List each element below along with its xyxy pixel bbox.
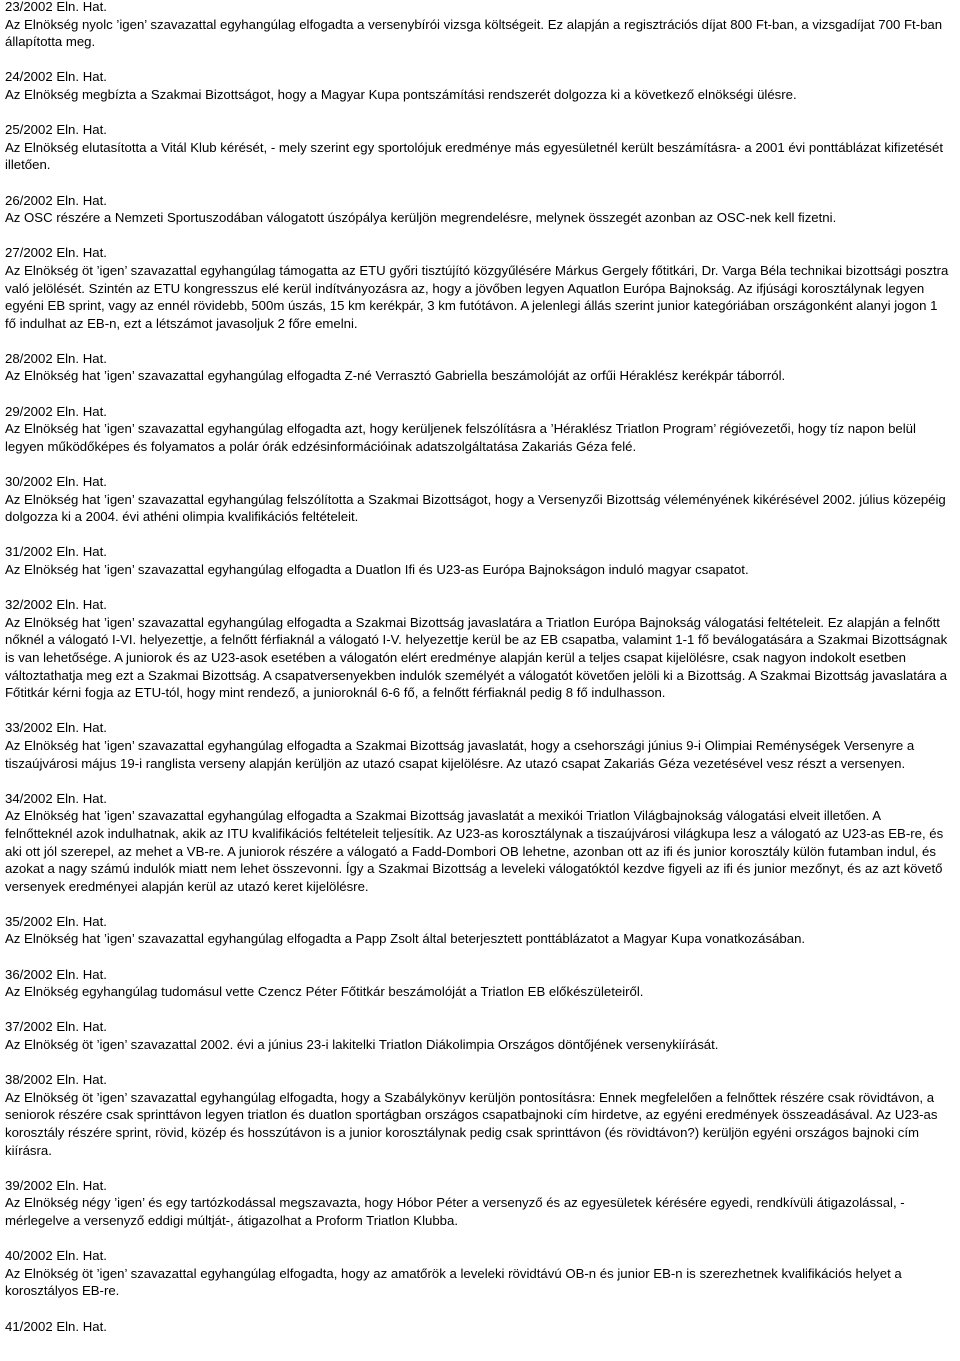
resolution-text: Az Elnökség öt ’igen’ szavazattal 2002. évi a június 23-i lakitelki Triatlon Diákolimpia Országos döntőjének versenykiírását. (5, 1037, 719, 1053)
resolution-text: Az Elnökség hat ’igen’ szavazattal egyhangúlag elfogadta a Szakmai Bizottság javaslatát, hogy a csehországi június 9-i Olimpiai Reménységek Versenyre a tiszaújvárosi május 19-i ranglista verseny alapján kerüljön az utazó csapat kijelölésre. Az utazó csapat Zakariás Géza vezetésével vesz részt a versenyen. (5, 737, 915, 771)
resolution-block (5, 966, 950, 1001)
resolution-number: 38/2002 Eln. Hat. (5, 1072, 107, 1088)
resolution-number: 32/2002 Eln. Hat. (5, 597, 107, 613)
resolution-block (5, 473, 950, 526)
resolution-block (5, 913, 950, 948)
resolution-number: 29/2002 Eln. Hat. (5, 403, 107, 419)
resolution-number: 35/2002 Eln. Hat. (5, 913, 107, 929)
resolution-block (5, 719, 950, 772)
resolution-text: Az Elnökség hat ’igen’ szavazattal egyhangúlag elfogadta a Szakmai Bizottság javaslatára a Triatlon Európa Bajnokság válogatási feltételeit. Ez alapján a felnőtt nőknél a válogató I-VI. helyezettje, a felnőtt férfiaknál a válogató I-V. helyezettje kerül be az EB csapatba, valamint 1-1 fő beválogatására a Szakmai Bizottságnak is van lehetősége. A juniorok és az U23-asok esetében a válogatón elért eredménye alapján kerül a teljes csapat kijelölésre, csak nagyon indokolt esetben változtathatja meg ezt a Szakmai Bizottság. A csapatversenyekben indulók személyét a válogatót követően jelöli ki a Bizottság. A Szakmai Bizottság javaslatára a Főtitkár kérni fogja az ETU-tól, hogy mint rendező, a junioroknál 6-6 fő, a felnőtt férfiaknál pedig 8 fő indulhasson. (5, 614, 948, 701)
resolution-number: 37/2002 Eln. Hat. (5, 1019, 107, 1035)
resolution-block (5, 1247, 950, 1300)
resolution-text: Az Elnökség öt ’igen’ szavazattal egyhangúlag elfogadta, hogy a Szabálykönyv kerüljön pontosításra: Ennek megfelelően a felnőttek részére csak rövidtávon, a seniorok részére csak sprinttávon legyen triatlon és duatlon sportágban országos csapatbajnoki cím hirdetve, az egyéni eredmények összeadásával. Az U23-as korosztály részére sprint, rövid, közép és hosszútávon is a junior korosztálynak pedig csak sprinttávon (és rövidtávon?) kerüljön egyéni országos bajnoki cím kiírásra. (5, 1089, 938, 1158)
resolution-block (5, 543, 950, 578)
resolution-text: Az Elnökség hat ’igen’ szavazattal egyhangúlag elfogadta Z-né Verrasztó Gabriella beszámolóját az orfűi Héraklész kerékpár táborról. (5, 368, 786, 384)
resolution-number: 28/2002 Eln. Hat. (5, 350, 107, 366)
resolution-text: Az Elnökség hat ’igen’ szavazattal egyhangúlag felszólította a Szakmai Bizottságot, hogy a Versenyzői Bizottság véleményének kikérésével 2002. július közepéig dolgozza ki a 2004. évi athéni olimpia kvalifikációs feltételeit. (5, 491, 946, 525)
resolution-block (5, 68, 950, 103)
resolution-text: Az Elnökség hat ’igen’ szavazattal egyhangúlag elfogadta a Szakmai Bizottság javaslatát a mexikói Triatlon Világbajnokság válogatási elveit illetően. A felnőtteknél azok indulhatnak, akik az ITU kvalifikációs feltételeit teljesítik. Az U23-as korosztálynak a tiszaújvárosi világkupa lesz a válogató az U23-as EB-re, és aki ott jól szerepel, az mehet a VB-re. A juniorok részére a válogató a Fadd-Dombori OB lehetne, azonban ott az ifi és junior korosztály külön futamban indul, és azokat a nagy számú indulók miatt nem lehet összevonni. Így a Szakmai Bizottság a leveleki válogatóktól kezdve figyeli az ifi és junior mezőnyt, és az azt követő versenyek eredményei alapján kerül az utazó keret kijelölésre. (5, 808, 944, 894)
resolution-number: 36/2002 Eln. Hat. (5, 966, 107, 982)
resolution-block (5, 350, 950, 385)
resolution-block (5, 121, 950, 174)
resolution-block (5, 790, 950, 896)
resolution-text: Az Elnökség hat ’igen’ szavazattal egyhangúlag elfogadta a Duatlon Ifi és U23-as Európa Bajnokságon induló magyar csapatot. (5, 562, 749, 577)
resolution-block (5, 1177, 950, 1230)
resolution-text: Az OSC részére a Nemzeti Sportuszodában válogatott úszópálya kerüljön megrendelésre, melynek összegét azonban az OSC-nek kell fizetni. (5, 210, 837, 226)
resolution-number: 23/2002 Eln. Hat. (5, 0, 107, 14)
resolution-block (5, 403, 950, 456)
resolution-block (5, 244, 950, 332)
resolution-number: 40/2002 Eln. Hat. (5, 1248, 107, 1264)
resolution-block (5, 596, 950, 702)
resolution-number: 39/2002 Eln. Hat. (5, 1177, 107, 1193)
resolution-text: Az Elnökség nyolc ’igen’ szavazattal egyhangúlag elfogadta a versenybírói vizsga költségeit. Ez alapján a regisztrációs díjat 800 Ft-ban, a vizsgadíjat 700 Ft-ban állapította meg. (5, 16, 943, 50)
resolution-text: Az Elnökség egyhangúlag tudomásul vette Czencz Péter Főtitkár beszámolóját a Triatlon EB előkészületeiről. (5, 984, 644, 1000)
resolution-text: Az Elnökség öt ’igen’ szavazattal egyhangúlag támogatta az ETU győri tisztújító közgyűlésére Márkus Gergely főtitkári, Dr. Varga Béla technikai bizottsági posztra való jelölését. Szintén az ETU kongresszus elé kerül indítványozásra az, hogy a jövőben legyen Aquatlon Európa Bajnokság. Az ifjúsági korosztálynak legyen egyéni EB sprint, vagy az ennél rövidebb, 500m úszás, 15 km kerékpár, 3 km futótávon. A jelenlegi állás szerint junior kategóriában országonként alanyi jogon 1 fő indulhat az EB-n, ezt a létszámot javasoljuk 2 főre emelni. (5, 262, 949, 331)
resolution-text: Az Elnökség hat ’igen’ szavazattal egyhangúlag elfogadta azt, hogy kerüljenek felszólításra a ’Héraklész Triatlon Program’ régióvezetői, hogy tíz napon belül legyen működőképes és folyamatos a polár órák edzésinformációinak adatszolgáltatása Zakariás Géza felé. (5, 421, 916, 454)
resolution-number: 34/2002 Eln. Hat. (5, 790, 107, 806)
resolution-number: 31/2002 Eln. Hat. (5, 544, 107, 560)
resolution-block (5, 1071, 950, 1159)
resolution-number: 26/2002 Eln. Hat. (5, 192, 107, 208)
resolution-text: Az Elnökség négy ’igen’ és egy tartózkodással megszavazta, hogy Hóbor Péter a versenyző és az egyesületek kérésére egyedi, rendkívüli átigazolással, - mérlegelve a versenyző eddigi múltját-, átigazolhat a Proform Triatlon Klubba. (5, 1195, 905, 1228)
resolution-text: Az Elnökség megbízta a Szakmai Bizottságot, hogy a Magyar Kupa pontszámítási rendszerét dolgozza ki a következő elnökségi ülésre. (5, 86, 797, 102)
resolution-number: 27/2002 Eln. Hat. (5, 245, 107, 261)
resolution-number: 25/2002 Eln. Hat. (5, 122, 107, 138)
resolution-text: Az Elnökség öt ’igen’ szavazattal egyhangúlag elfogadta, hogy az amatőrök a leveleki rövidtávú OB-n és junior EB-n is szerezhetnek kvalifikációs helyet a korosztályos EB-re. (5, 1265, 902, 1299)
resolution-block (5, 0, 950, 51)
resolution-number: 33/2002 Eln. Hat. (5, 720, 107, 736)
resolution-block (5, 1018, 950, 1053)
document-body (5, 0, 950, 1353)
resolution-block (5, 192, 950, 227)
resolution-block (5, 1318, 950, 1336)
resolution-text: Az Elnökség elutasította a Vitál Klub kérését, - mely szerint egy sportolójuk eredménye más egyesületnél került beszámításra- a 2001 évi ponttáblázat kifizetését illetően. (5, 139, 944, 173)
resolution-text: Az Elnökség hat ’igen’ szavazattal egyhangúlag elfogadta a Papp Zsolt által beterjesztett ponttáblázatot a Magyar Kupa vonatkozásában. (5, 931, 806, 947)
resolution-number: 30/2002 Eln. Hat. (5, 474, 107, 490)
resolution-number: 41/2002 Eln. Hat. (5, 1318, 107, 1334)
resolution-number: 24/2002 Eln. Hat. (5, 69, 107, 85)
